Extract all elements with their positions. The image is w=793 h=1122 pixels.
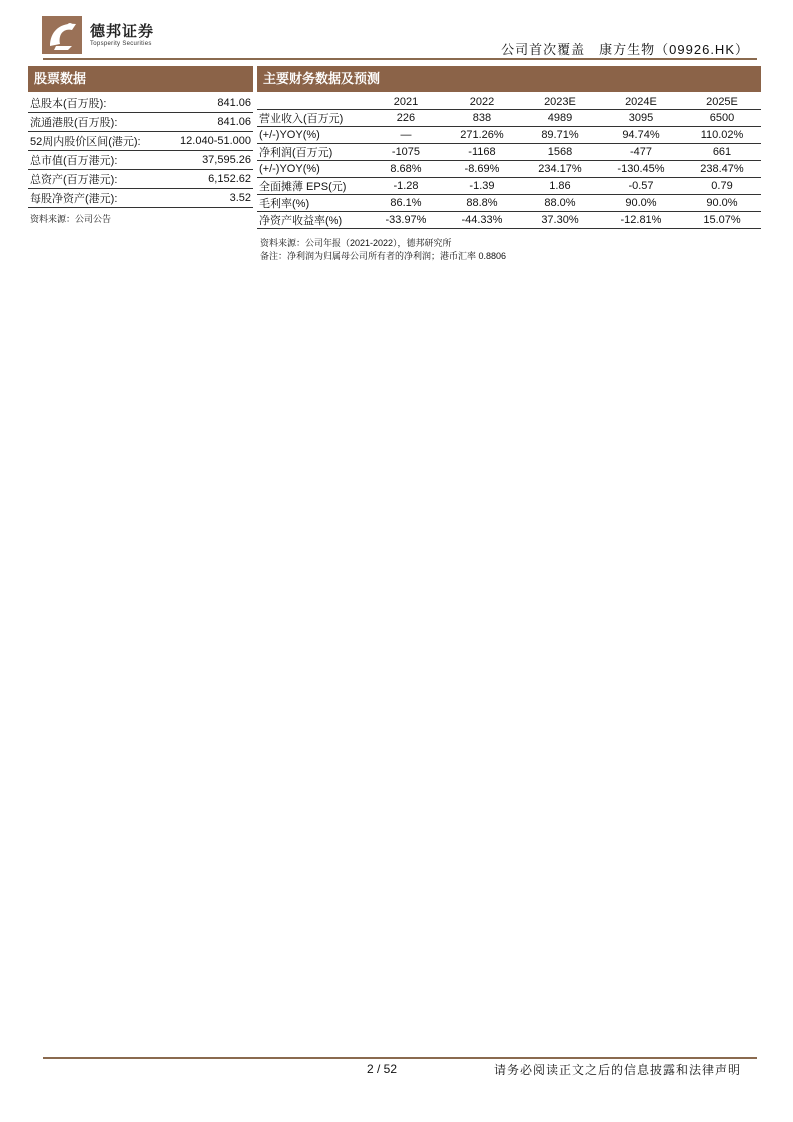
cell: 0.79	[683, 178, 761, 195]
finance-section-title: 主要财务数据及预测	[257, 66, 761, 92]
table-row	[257, 212, 761, 229]
cell: 88.0%	[521, 195, 599, 212]
table-row	[257, 127, 761, 144]
cell: 8.68%	[369, 161, 443, 178]
cell: 238.47%	[683, 161, 761, 178]
footer-divider	[43, 1057, 757, 1059]
cell: 15.07%	[683, 212, 761, 229]
table-row	[28, 113, 253, 132]
cell: 90.0%	[683, 195, 761, 212]
table-row	[28, 189, 253, 208]
brand-logo-icon	[42, 16, 82, 54]
cell: -8.69%	[443, 161, 521, 178]
cell: 86.1%	[369, 195, 443, 212]
brand-name-en: Topsperity Securities	[90, 41, 152, 47]
cell: 1.86	[521, 178, 599, 195]
cell: -33.97%	[369, 212, 443, 229]
cell: 271.26%	[443, 127, 521, 144]
cell: 6500	[683, 110, 761, 127]
row-label: 全面摊薄 EPS(元)	[257, 178, 369, 195]
table-row	[28, 94, 253, 113]
row-label: 净利润(百万元)	[257, 144, 369, 161]
cell: 234.17%	[521, 161, 599, 178]
cell: 1568	[521, 144, 599, 161]
table-header-row	[257, 94, 761, 110]
table-row	[257, 195, 761, 212]
cell: —	[369, 127, 443, 144]
row-label: 总资产(百万港元):	[28, 170, 164, 189]
cell: 4989	[521, 110, 599, 127]
report-label: 公司首次覆盖 康方生物（09926.HK）	[501, 42, 749, 57]
table-row	[257, 178, 761, 195]
cell: -0.57	[599, 178, 683, 195]
finance-data-table	[257, 94, 761, 229]
row-label: (+/-)YOY(%)	[257, 161, 369, 178]
row-label: (+/-)YOY(%)	[257, 127, 369, 144]
table-row	[257, 161, 761, 178]
stock-data-table	[28, 94, 253, 208]
finance-remark-note: 备注：净利润为归属母公司所有者的净利润；港币汇率 0.8806	[260, 251, 507, 261]
cell: 37.30%	[521, 212, 599, 229]
row-value: 37,595.26	[164, 151, 253, 170]
brand-name-cn: 德邦证券	[90, 23, 155, 40]
table-row	[28, 170, 253, 189]
row-value: 12.040-51.000	[164, 132, 253, 151]
stock-section-title: 股票数据	[28, 66, 253, 92]
cell: -1.39	[443, 178, 521, 195]
table-row	[257, 144, 761, 161]
table-row	[28, 132, 253, 151]
row-value: 841.06	[164, 94, 253, 113]
cell: 88.8%	[443, 195, 521, 212]
cell: 226	[369, 110, 443, 127]
header-divider	[43, 58, 757, 60]
row-value: 6,152.62	[164, 170, 253, 189]
cell: 90.0%	[599, 195, 683, 212]
row-label: 营业收入(百万元)	[257, 110, 369, 127]
cell: -44.33%	[443, 212, 521, 229]
row-label: 52周内股价区间(港元):	[28, 132, 164, 151]
row-label: 净资产收益率(%)	[257, 212, 369, 229]
row-value: 3.52	[164, 189, 253, 208]
cell: 838	[443, 110, 521, 127]
column-header: 2023E	[521, 94, 599, 110]
row-label: 总股本(百万股):	[28, 94, 164, 113]
cell: -12.81%	[599, 212, 683, 229]
stock-source-note: 资料来源：公司公告	[30, 214, 112, 224]
row-label: 总市值(百万港元):	[28, 151, 164, 170]
cell: 94.74%	[599, 127, 683, 144]
cell: -1075	[369, 144, 443, 161]
header-blank	[257, 94, 369, 110]
column-header: 2021	[369, 94, 443, 110]
row-label: 流通港股(百万股):	[28, 113, 164, 132]
cell: 89.71%	[521, 127, 599, 144]
cell: -1168	[443, 144, 521, 161]
column-header: 2024E	[599, 94, 683, 110]
footer-disclaimer: 请务必阅读正文之后的信息披露和法律声明	[493, 1063, 741, 1077]
row-label: 毛利率(%)	[257, 195, 369, 212]
cell: -130.45%	[599, 161, 683, 178]
cell: 110.02%	[683, 127, 761, 144]
cell: 661	[683, 144, 761, 161]
row-value: 841.06	[164, 113, 253, 132]
cell: 3095	[599, 110, 683, 127]
cell: -1.28	[369, 178, 443, 195]
cell: -477	[599, 144, 683, 161]
column-header: 2022	[443, 94, 521, 110]
column-header: 2025E	[683, 94, 761, 110]
table-row	[257, 110, 761, 127]
finance-source-note: 资料来源：公司年报（2021-2022），德邦研究所	[260, 238, 452, 248]
row-label: 每股净资产(港元):	[28, 189, 164, 208]
page-number: 2 / 52	[367, 1062, 398, 1076]
table-row	[28, 151, 253, 170]
brand-logo	[42, 16, 172, 56]
